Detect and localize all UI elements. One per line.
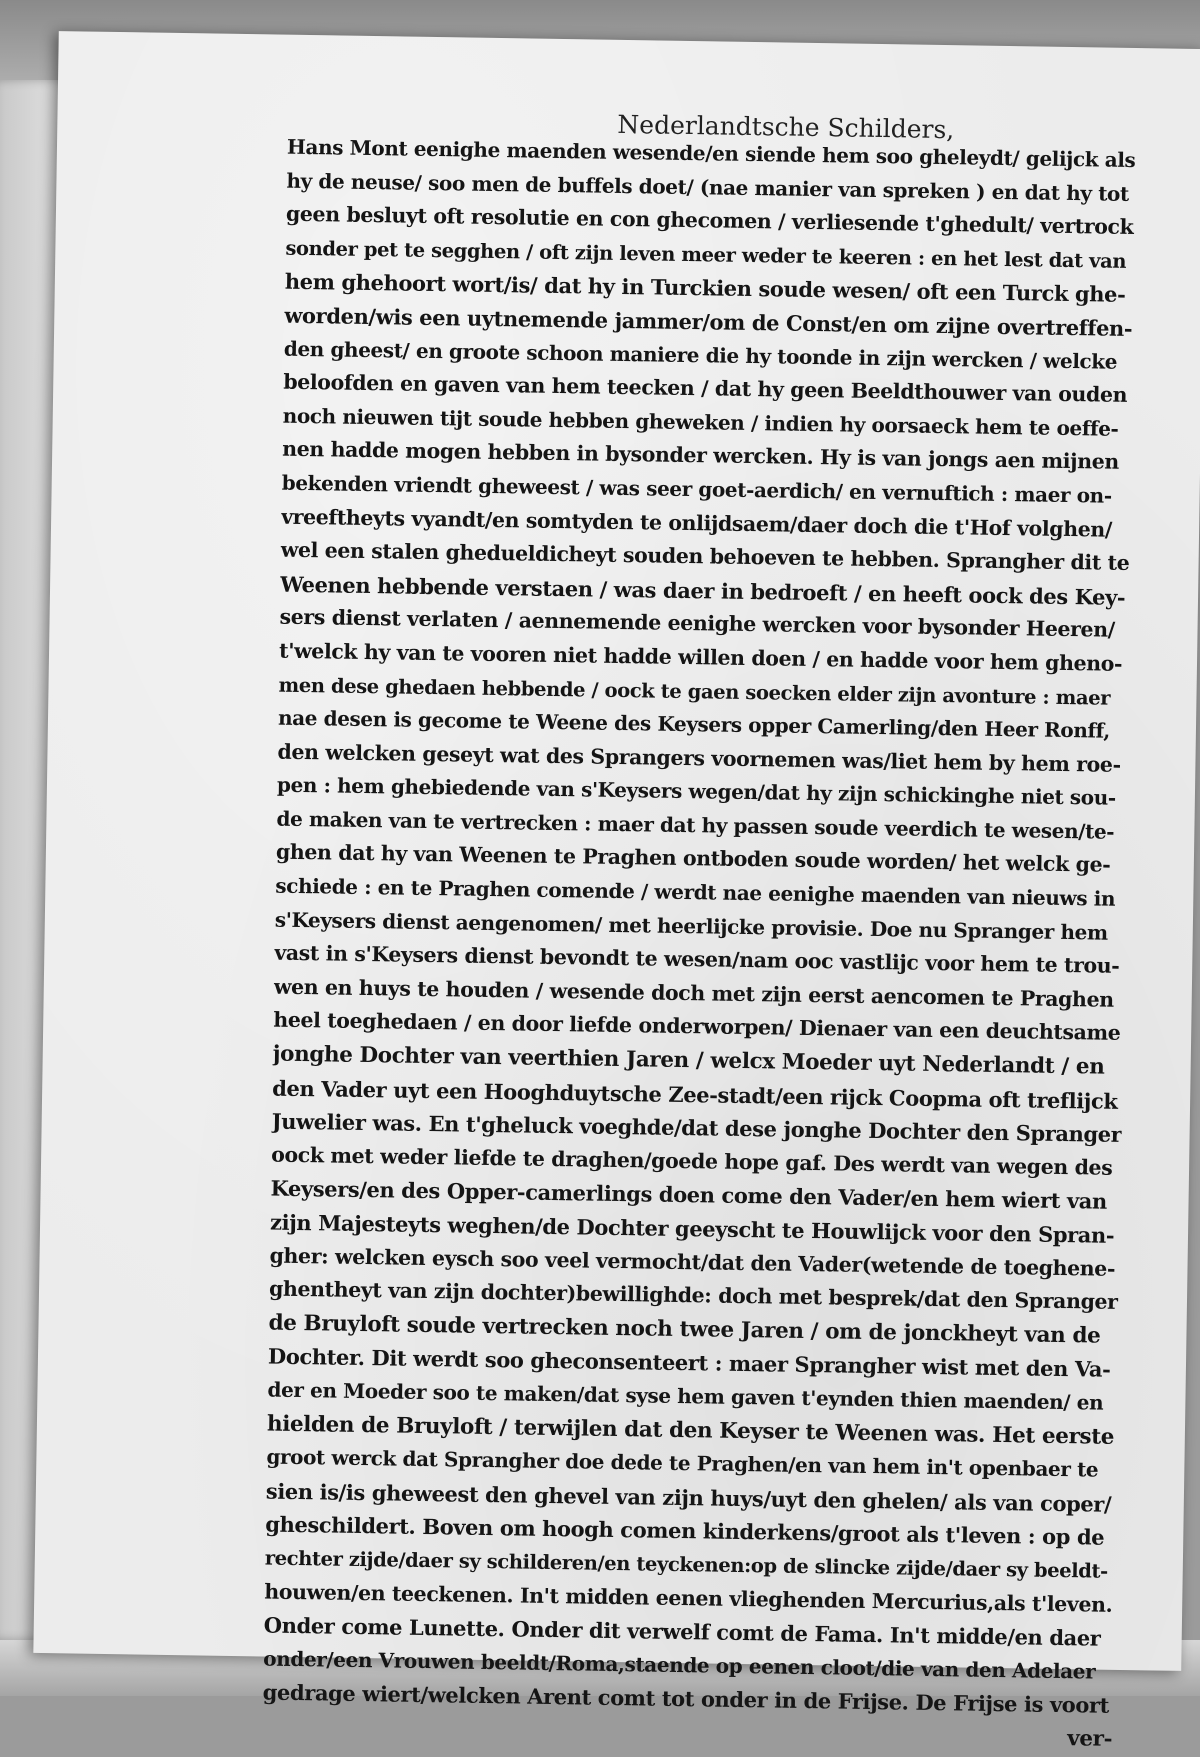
text-line: bekenden vriendt gheweest / was seer goet-aerdich/ en vernuftich : maer on- — [281, 470, 1112, 508]
text-line: men dese ghedaen hebbende / oock te gaen soecken elder zijn avonture : maer — [278, 673, 1111, 710]
text-line: ghen dat hy van Weenen te Praghen ontboden soude worden/ het welck ge- — [275, 840, 1111, 878]
text-line: de Bruyloft soude vertrecken noch twee Jaren / om de jonckheyt van de — [268, 1310, 1101, 1349]
text-line: groot werck dat Sprangher doe dede te Praghen/en van hem in't openbaer te — [266, 1444, 1099, 1482]
text-line: Hans Mont eenighe maenden wesende/en siende hem soo gheleydt/ gelijck als — [286, 134, 1136, 173]
text-line: vreeftheyts vyandt/en somtyden te onlijdsaem/daer doch die t'Hof volghen/ — [281, 504, 1113, 542]
text-line: beloofden en gaven van hem teecken / dat hy geen Beeldthouwer van ouden — [283, 369, 1128, 408]
text-line: den welcken geseyt wat des Sprangers voornemen was/liet hem by hem roe- — [277, 739, 1121, 777]
body-text — [262, 131, 1137, 1757]
text-line: houwen/en teeckenen. In't midden eenen vlieghenden Mercurius,als t'leven. — [264, 1579, 1113, 1617]
text-line: Dochter. Dit werdt soo gheconsenteert : maer Sprangher wist met den Va- — [267, 1343, 1111, 1383]
text-line: t'welck hy van te vooren niet hadde willen doen / en hadde voor hem gheno- — [278, 638, 1123, 676]
text-line: rechter zijde/daer sy schilderen/en teyckenen:op de slincke zijde/daer sy beeldt- — [264, 1546, 1108, 1583]
text-line: hy de neuse/ soo men de buffels doet/ (nae manier van spreken ) en dat hy tot — [286, 168, 1129, 206]
text-line: onder/een Vrouwen beeldt/Roma,staende op eenen cloot/die van den Adelaer — [263, 1646, 1096, 1684]
text-line: hem ghehoort wort/is/ dat hy in Turckien soude wesen/ oft een Turck ghe- — [284, 269, 1126, 308]
text-line: noch nieuwen tijt soude hebben gheweken / indien hy oorsaeck hem te oeffe- — [282, 403, 1119, 441]
text-line: Keysers/en des Opper-camerlings doen come den Vader/en hem wiert van — [270, 1175, 1108, 1215]
text-line: nae desen is gecome te Weene des Keysers opper Camerling/den Heer Ronff, — [277, 705, 1111, 743]
text-line: de maken van te vertrecken : maer dat hy passen soude veerdich te wesen/te- — [276, 806, 1115, 844]
text-line: geen besluyt oft resolutie en con ghecomen / verliesende t'ghedult/ vertrock — [285, 201, 1134, 240]
text-line: sien is/is gheweest den ghevel van zijn huys/uyt den ghelen/ als van coper/ — [265, 1478, 1112, 1517]
text-line: sonder pet te segghen / oft zijn leven meer weder te keeren : en het lest dat van — [285, 236, 1127, 273]
text-line: worden/wis een uytnemende jammer/om de Const/en om zijne overtreffen- — [284, 302, 1133, 341]
text-line: pen : hem ghebiedende van s'Keysers wegen/dat hy zijn schickinghe niet sou- — [276, 772, 1116, 811]
text-line: hielden de Bruyloft / terwijlen dat den Keyser te Weenen was. Het eerste — [266, 1411, 1115, 1450]
text-line: Onder come Lunette. Onder dit verwelf comt de Fama. In't midde/en daer — [263, 1612, 1101, 1651]
running-header: Nederlandtsche Schilders, — [617, 109, 955, 145]
text-line: heel toeghedaen / en door liefde onderworpen/ Dienaer van een deuchtsame — [273, 1008, 1121, 1046]
text-line: nen hadde mogen hebben in bysonder wercken. Hy is van jongs aen mijnen — [282, 436, 1120, 475]
text-line: oock met weder liefde te draghen/goede hope gaf. Des werdt van wegen des — [271, 1142, 1113, 1180]
text-line: den Vader uyt een Hooghduytsche Zee-stadt/een rijck Coopma oft treflijck — [272, 1075, 1118, 1114]
text-line: gedrage wiert/welcken Arent comt tot onder in de Frijse. De Frijse is voort — [262, 1679, 1110, 1719]
catchword: ver- — [1067, 1726, 1113, 1752]
text-line: gheschildert. Boven om hoogh comen kinderkens/groot als t'leven : op de — [265, 1511, 1105, 1551]
book-page — [33, 31, 1200, 1752]
text-line: ghentheyt van zijn dochter)bewillighde: doch met besprek/dat den Spranger — [268, 1276, 1118, 1315]
text-line: vast in s'Keysers dienst bevondt te wesen/nam ooc vastlijc voor hem te trou- — [274, 940, 1120, 979]
text-line: wel een stalen ghedueldicheyt souden behoeven te hebben. Sprangher dit te — [280, 537, 1130, 576]
text-line: gher: welcken eysch soo veel vermocht/dat den Vader(wetende de toeghene- — [269, 1243, 1116, 1281]
text-line: Juwelier was. En t'gheluck voeghde/dat dese jonghe Dochter den Spranger — [271, 1108, 1122, 1148]
text-line: Weenen hebbende verstaen / was daer in bedroeft / en heeft oock des Key- — [279, 571, 1126, 610]
text-line: jonghe Dochter van veerthien Jaren / welcx Moeder uyt Nederlandt / en — [272, 1041, 1105, 1080]
text-line: s'Keysers dienst aengenomen/ met heerlijcke provisie. Doe nu Spranger hem — [274, 907, 1108, 945]
text-line: der en Moeder soo te maken/dat syse hem gaven t'eynden thien maenden/ en — [267, 1377, 1104, 1415]
text-line: zijn Majesteyts weghen/de Dochter geeyscht te Houwlijck voor den Spran- — [269, 1209, 1115, 1248]
text-line: sers dienst verlaten / aennemende eenighe wercken voor bysonder Heeren/ — [279, 604, 1115, 643]
text-line: schiede : en te Praghen comende / werdt nae eenighe maenden van nieuws in — [275, 873, 1116, 911]
text-line: den gheest/ en groote schoon maniere die hy toonde in zijn wercken / welcke — [283, 336, 1118, 374]
text-line: wen en huys te houden / wesende doch met zijn eerst aencomen te Praghen — [273, 974, 1114, 1012]
